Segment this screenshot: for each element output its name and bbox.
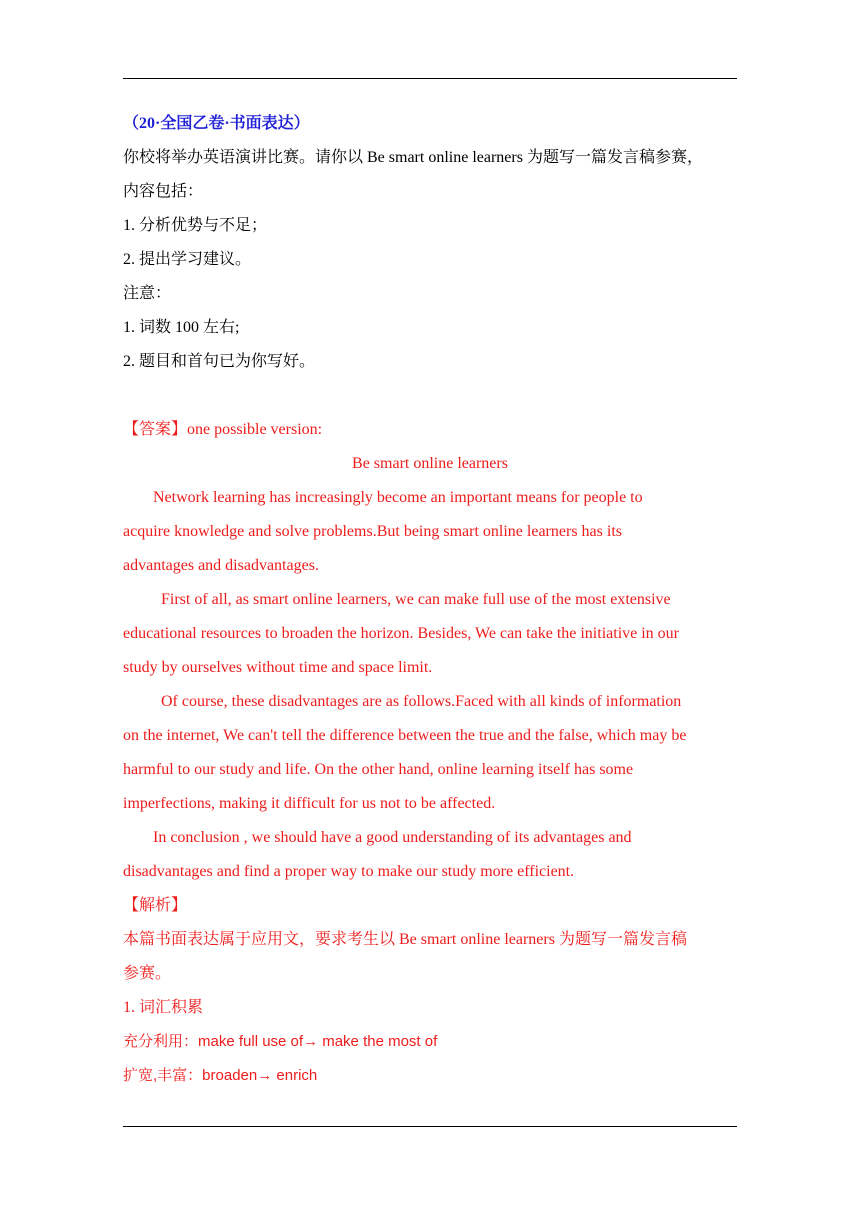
question-prompt-line-2: 内容包括： bbox=[123, 183, 204, 200]
essay-line: acquire knowledge and solve problems.But being smart online learners has its bbox=[123, 523, 622, 540]
question-item-1: 1. 分析优势与不足； bbox=[123, 217, 268, 234]
analysis-section-vocab: 1. 词汇积累 bbox=[123, 999, 204, 1016]
essay-line: In conclusion , we should have a good understanding of its advantages and bbox=[153, 829, 632, 846]
essay-line: disadvantages and find a proper way to make our study more efficient. bbox=[123, 863, 575, 880]
analysis-line-2: 参赛。 bbox=[123, 965, 172, 982]
essay-line: imperfections, making it difficult for us not to be affected. bbox=[123, 795, 496, 812]
essay-line: harmful to our study and life. On the other hand, online learning itself has some bbox=[123, 761, 634, 778]
answer-label: 【答案】one possible version: bbox=[123, 421, 323, 438]
analysis-label: 【解析】 bbox=[123, 897, 188, 914]
note-1: 1. 词数 100 左右; bbox=[123, 319, 240, 336]
spacer bbox=[123, 379, 737, 413]
analysis-line-1: 本篇书面表达属于应用文，要求考生以 Be smart online learners 为题写一篇发言稿 bbox=[123, 931, 687, 948]
notes-label: 注意： bbox=[123, 285, 172, 302]
question-prompt-line-1: 你校将举办英语演讲比赛。请你以 Be smart online learners 为题写一篇发言稿参赛， bbox=[123, 149, 703, 166]
question-item-2: 2. 提出学习建议。 bbox=[123, 251, 252, 268]
note-2: 2. 题目和首句已为你写好。 bbox=[123, 353, 316, 370]
essay-line: advantages and disadvantages. bbox=[123, 557, 319, 574]
footer-rule bbox=[123, 1126, 737, 1127]
essay-line: on the internet, We can't tell the difference between the true and the false, which may be bbox=[123, 727, 687, 744]
essay-line: First of all, as smart online learners, we can make full use of the most extensive bbox=[161, 591, 671, 608]
essay-line: Of course, these disadvantages are as follows.Faced with all kinds of information bbox=[161, 693, 682, 710]
essay-line: Network learning has increasingly become an important means for people to bbox=[153, 489, 643, 506]
essay-title: Be smart online learners bbox=[352, 455, 508, 472]
essay-line: educational resources to broaden the horizon. Besides, We can take the initiative in our bbox=[123, 625, 680, 642]
question-source: （20·全国乙卷·书面表达） bbox=[123, 115, 310, 132]
document-body bbox=[123, 107, 737, 1093]
header-rule bbox=[123, 78, 737, 79]
vocab-item-1: 充分利用：make full use of→ make the most of bbox=[123, 1033, 438, 1050]
vocab-item-2: 扩宽,丰富：broaden→ enrich bbox=[123, 1067, 318, 1084]
essay-line: study by ourselves without time and space limit. bbox=[123, 659, 433, 676]
